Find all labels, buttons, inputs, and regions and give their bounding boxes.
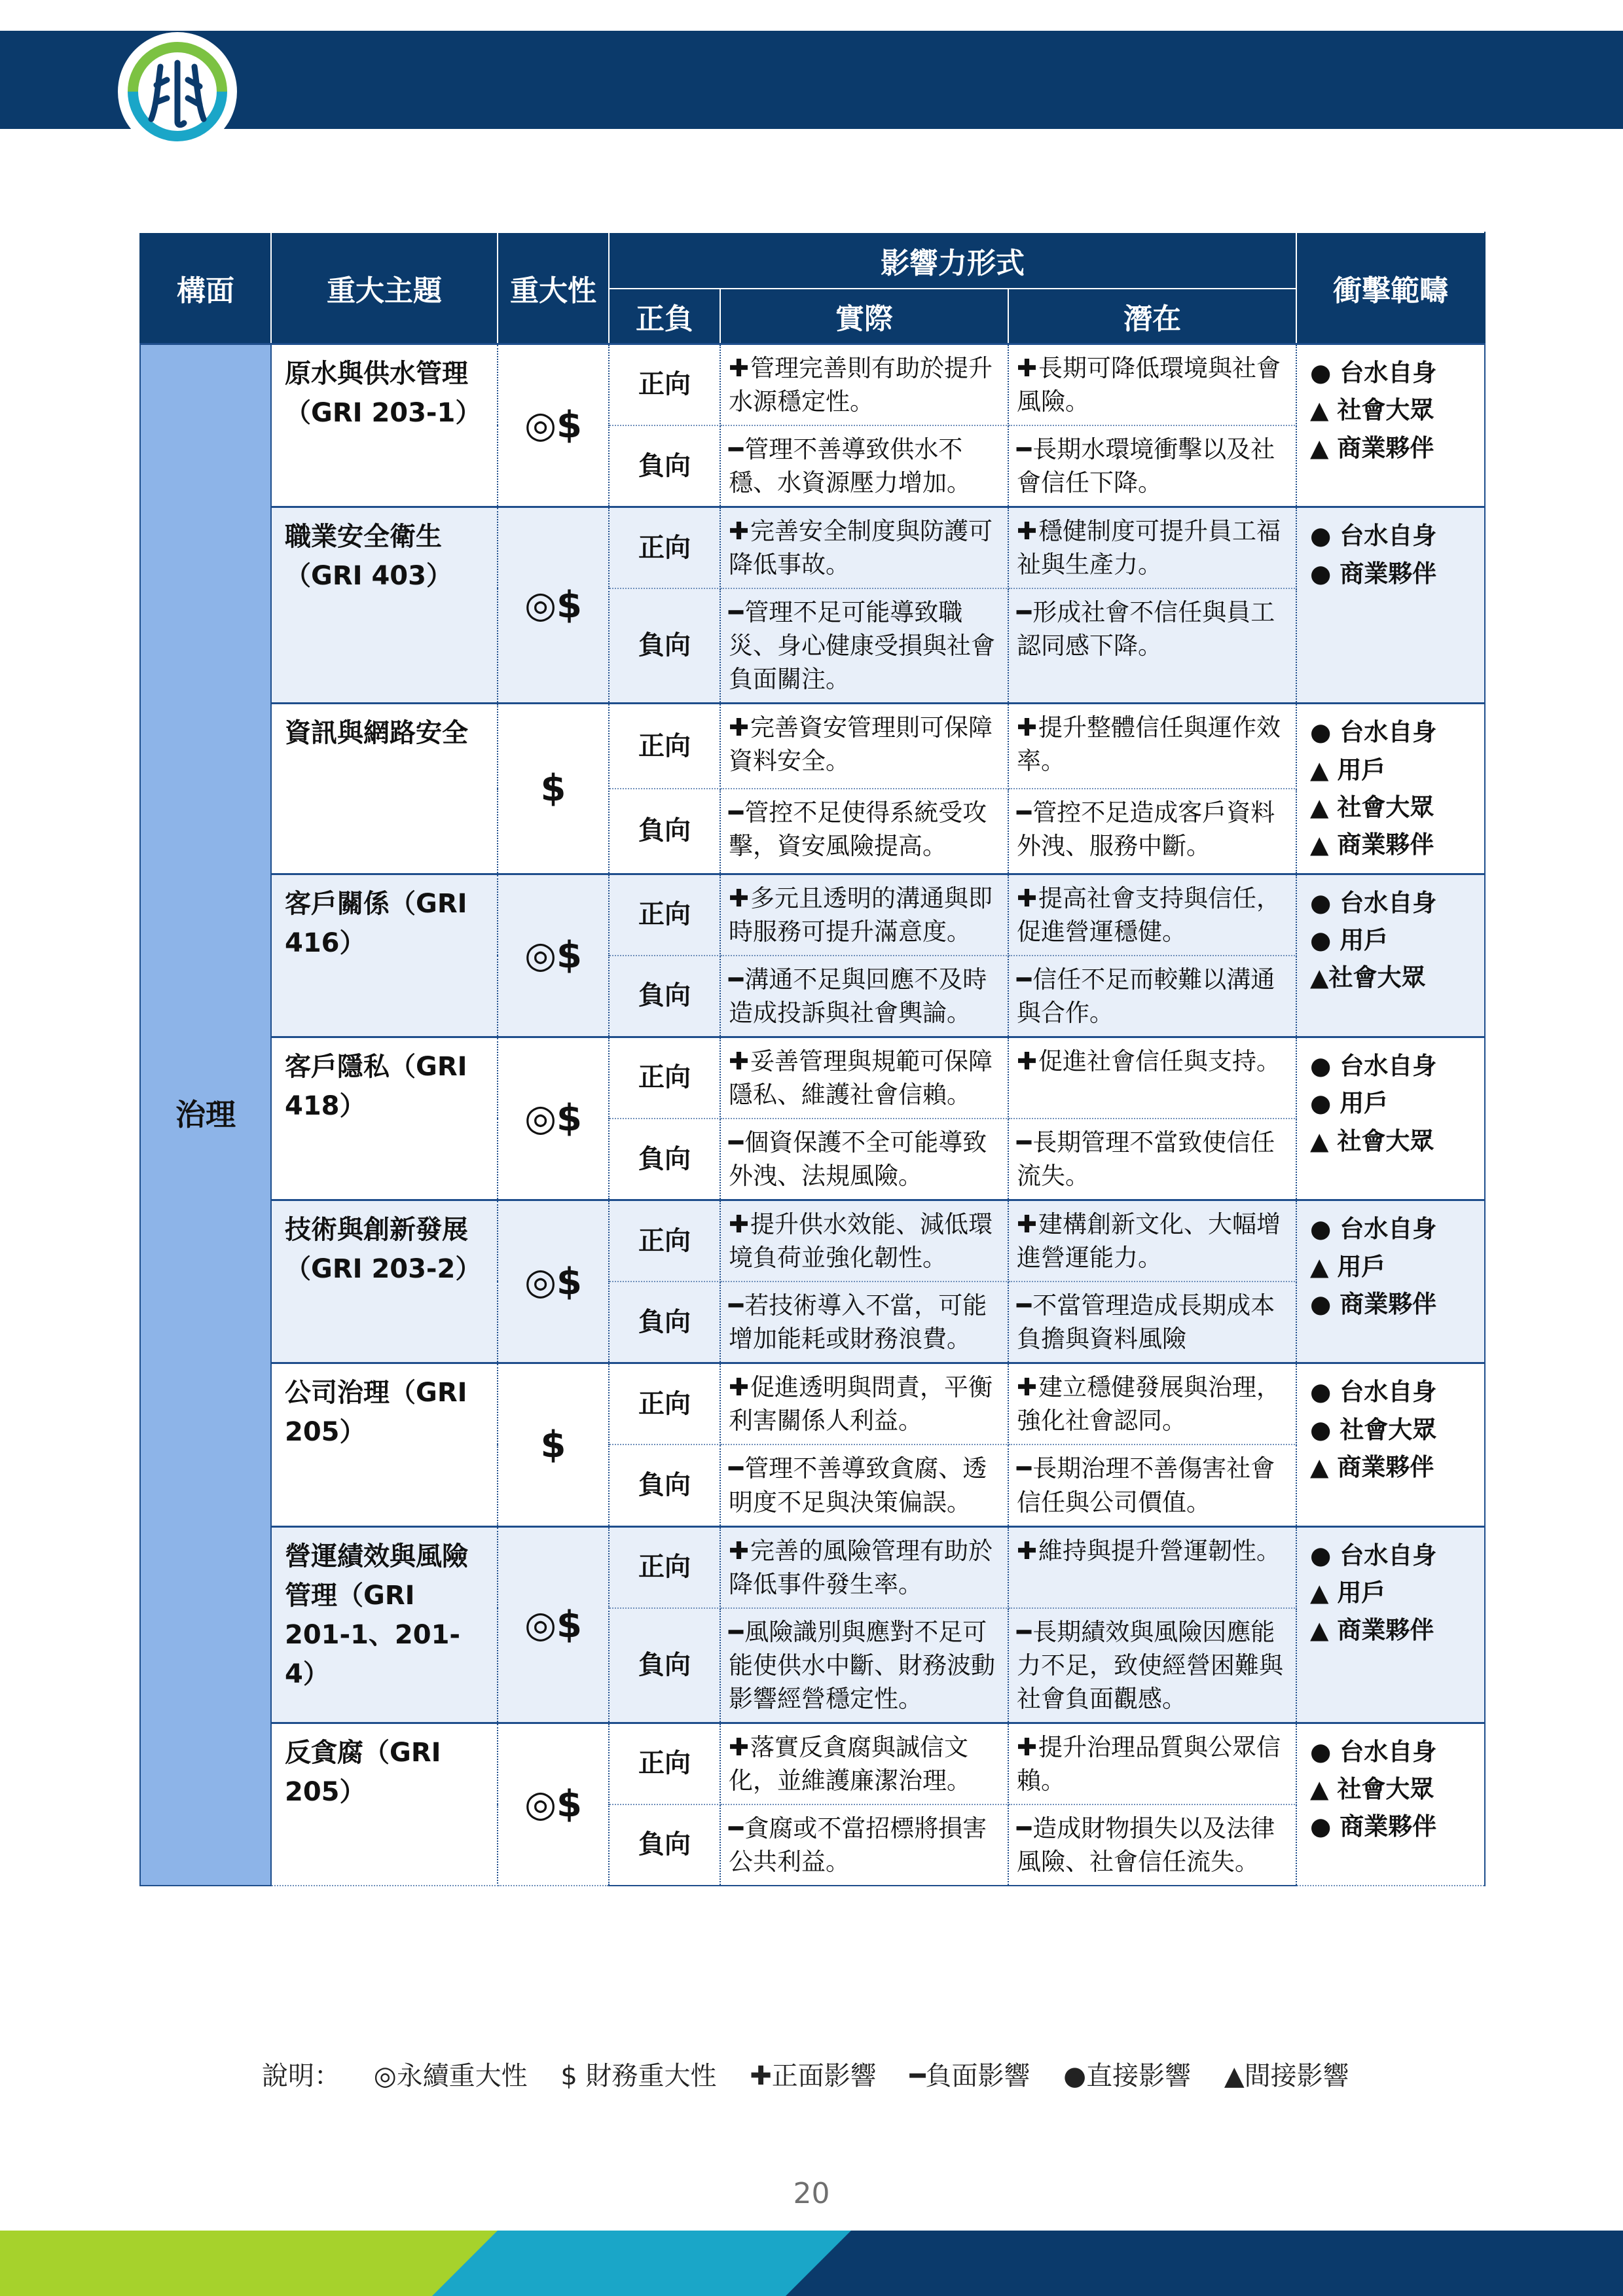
table-row xyxy=(140,874,1485,956)
materiality-cell: ◎$ xyxy=(498,1526,609,1723)
negative-actual-cell xyxy=(720,1804,1008,1886)
cell-text: 提升供水效能、減低環境負荷並強化韌性。 xyxy=(729,1210,993,1272)
header-bar xyxy=(0,31,1623,129)
cell-text: 提升整體信任與運作效率。 xyxy=(1017,713,1281,776)
plus-icon: ✚ xyxy=(729,1210,750,1239)
positive-potential-cell xyxy=(1008,1037,1296,1119)
positive-label: 正向 xyxy=(609,1037,720,1119)
header-impact-form: 影響力形式 xyxy=(609,232,1296,289)
scope-item: ● 台水自身 xyxy=(1310,1051,1437,1080)
negative-potential-cell xyxy=(1008,956,1296,1037)
minus-icon: ━ xyxy=(1017,965,1032,994)
plus-icon: ✚ xyxy=(1017,713,1038,742)
scope-cell xyxy=(1296,507,1485,704)
negative-label: 負向 xyxy=(609,588,720,704)
table-row xyxy=(140,507,1485,589)
company-logo-icon xyxy=(120,34,235,149)
scope-item: ● 用戶 xyxy=(1310,926,1389,955)
scope-cell xyxy=(1296,344,1485,507)
cell-text: 落實反貪腐與誠信文化，並維護廉潔治理。 xyxy=(729,1732,971,1795)
cell-text: 促進社會信任與支持。 xyxy=(1038,1047,1281,1075)
plus-icon: ✚ xyxy=(729,354,750,382)
positive-potential-cell xyxy=(1008,1200,1296,1282)
negative-actual-cell xyxy=(720,1282,1008,1363)
legend xyxy=(262,2055,1374,2092)
cell-text: 長期水環境衝擊以及社會信任下降。 xyxy=(1017,435,1275,497)
minus-icon: ━ xyxy=(729,435,744,464)
plus-icon: ✚ xyxy=(729,517,750,546)
scope-item: ● 台水自身 xyxy=(1310,1378,1437,1407)
plus-icon: ✚ xyxy=(1017,1373,1038,1402)
cell-text: 長期治理不善傷害社會信任與公司價值。 xyxy=(1017,1454,1275,1516)
cell-text: 多元且透明的溝通與即時服務可提升滿意度。 xyxy=(729,884,993,946)
header-potential: 潛在 xyxy=(1008,289,1296,344)
header-materiality: 重大性 xyxy=(498,232,609,344)
cell-text: 妥善管理與規範可保障隱私、維護社會信賴。 xyxy=(729,1047,993,1109)
scope-item: ● 台水自身 xyxy=(1310,359,1437,387)
negative-label: 負向 xyxy=(609,1282,720,1363)
legend-indirect: ▲間接影響 xyxy=(1224,2061,1349,2091)
legend-financial: $ 財務重大性 xyxy=(560,2061,717,2091)
minus-icon: ━ xyxy=(729,798,744,827)
minus-icon: ━ xyxy=(1017,598,1032,627)
scope-item: ● 台水自身 xyxy=(1310,1215,1437,1244)
table-row xyxy=(140,704,1485,789)
scope-cell xyxy=(1296,1200,1485,1363)
scope-item: ▲ 商業夥伴 xyxy=(1310,1453,1434,1482)
cell-text: 形成社會不信任與員工認同感下降。 xyxy=(1017,598,1275,660)
scope-item: ● 台水自身 xyxy=(1310,718,1437,747)
header-dimension: 構面 xyxy=(140,232,271,344)
plus-icon: ✚ xyxy=(729,713,750,742)
materiality-cell: ◎$ xyxy=(498,1200,609,1363)
negative-potential-cell xyxy=(1008,1282,1296,1363)
negative-label: 負向 xyxy=(609,956,720,1037)
legend-negative: ━負面影響 xyxy=(909,2061,1030,2091)
materiality-table-container xyxy=(139,232,1484,1886)
positive-potential-cell xyxy=(1008,1363,1296,1445)
positive-actual-cell xyxy=(720,507,1008,589)
minus-icon: ━ xyxy=(729,965,744,994)
positive-actual-cell xyxy=(720,344,1008,426)
positive-potential-cell xyxy=(1008,507,1296,589)
scope-item: ▲ 社會大眾 xyxy=(1310,1775,1434,1804)
scope-item: ● 台水自身 xyxy=(1310,1737,1437,1766)
plus-icon: ✚ xyxy=(1017,884,1038,912)
scope-item: ● 商業夥伴 xyxy=(1310,559,1437,588)
table-row xyxy=(140,1037,1485,1119)
cell-text: 長期管理不當致使信任流失。 xyxy=(1017,1128,1275,1191)
table-row xyxy=(140,1526,1485,1608)
positive-label: 正向 xyxy=(609,1363,720,1445)
negative-label: 負向 xyxy=(609,789,720,874)
header-scope: 衝擊範疇 xyxy=(1296,232,1485,344)
cell-text: 造成財物損失以及法律風險、社會信任流失。 xyxy=(1017,1814,1275,1876)
plus-icon: ✚ xyxy=(1017,517,1038,546)
scope-item: ● 用戶 xyxy=(1310,1089,1389,1118)
table-row xyxy=(140,1363,1485,1445)
positive-label: 正向 xyxy=(609,507,720,589)
materiality-table xyxy=(139,232,1486,1886)
legend-positive: ✚正面影響 xyxy=(750,2061,877,2091)
negative-label: 負向 xyxy=(609,425,720,507)
positive-label: 正向 xyxy=(609,1200,720,1282)
scope-item: ▲ 商業夥伴 xyxy=(1310,433,1434,462)
positive-potential-cell xyxy=(1008,874,1296,956)
plus-icon: ✚ xyxy=(1017,1210,1038,1239)
plus-icon: ✚ xyxy=(729,1536,750,1565)
cell-text: 風險識別與應對不足可能使供水中斷、財務波動影響經營穩定性。 xyxy=(729,1617,995,1713)
negative-potential-cell xyxy=(1008,1444,1296,1526)
scope-item: ▲社會大眾 xyxy=(1310,963,1426,992)
negative-actual-cell xyxy=(720,789,1008,874)
cell-text: 管控不足使得系統受攻擊，資安風險提高。 xyxy=(729,798,987,861)
cell-text: 完善的風險管理有助於降低事件發生率。 xyxy=(729,1536,993,1598)
topic-cell: 反貪腐（GRI 205） xyxy=(271,1723,498,1886)
minus-icon: ━ xyxy=(729,1128,744,1157)
cell-text: 溝通不足與回應不及時造成投訴與社會輿論。 xyxy=(729,965,987,1027)
negative-label: 負向 xyxy=(609,1804,720,1886)
minus-icon: ━ xyxy=(1017,1454,1032,1483)
cell-text: 長期可降低環境與社會風險。 xyxy=(1017,354,1281,416)
cell-text: 不當管理造成長期成本負擔與資料風險 xyxy=(1017,1291,1275,1354)
minus-icon: ━ xyxy=(729,598,744,627)
topic-cell: 職業安全衛生（GRI 403） xyxy=(271,507,498,704)
scope-item: ▲ 社會大眾 xyxy=(1310,793,1434,822)
plus-icon: ✚ xyxy=(729,1732,750,1761)
table-body xyxy=(140,344,1485,1886)
minus-icon: ━ xyxy=(729,1454,744,1483)
scope-item: ▲ 用戶 xyxy=(1310,1252,1386,1281)
minus-icon: ━ xyxy=(729,1814,744,1842)
cell-text: 促進透明與問責，平衡利害關係人利益。 xyxy=(729,1373,993,1435)
header-polarity: 正負 xyxy=(609,289,720,344)
cell-text: 若技術導入不當，可能增加能耗或財務浪費。 xyxy=(729,1291,987,1354)
header-topic: 重大主題 xyxy=(271,232,498,344)
cell-text: 管理不善導致供水不穩、水資源壓力增加。 xyxy=(729,435,971,497)
cell-text: 管控不足造成客戶資料外洩、服務中斷。 xyxy=(1017,798,1275,861)
cell-text: 提高社會支持與信任，促進營運穩健。 xyxy=(1017,884,1281,946)
cell-text: 貪腐或不當招標將損害公共利益。 xyxy=(729,1814,987,1876)
positive-actual-cell xyxy=(720,1526,1008,1608)
scope-item: ● 台水自身 xyxy=(1310,1541,1437,1570)
scope-item: ▲ 用戶 xyxy=(1310,1578,1386,1607)
topic-cell: 營運績效與風險管理（GRI 201-1、201-4） xyxy=(271,1526,498,1723)
plus-icon: ✚ xyxy=(1017,1047,1038,1075)
positive-potential-cell xyxy=(1008,344,1296,426)
scope-item: ▲ 商業夥伴 xyxy=(1310,831,1434,859)
cell-text: 管理不善導致貪腐、透明度不足與決策偏誤。 xyxy=(729,1454,987,1516)
plus-icon: ✚ xyxy=(1017,1536,1038,1565)
scope-item: ● 商業夥伴 xyxy=(1310,1289,1437,1318)
cell-text: 信任不足而較難以溝通與合作。 xyxy=(1017,965,1275,1027)
scope-cell xyxy=(1296,1526,1485,1723)
scope-item: ● 台水自身 xyxy=(1310,888,1437,917)
cell-text: 提升治理品質與公眾信賴。 xyxy=(1017,1732,1281,1795)
scope-item: ▲ 用戶 xyxy=(1310,755,1386,784)
cell-text: 完善安全制度與防護可降低事故。 xyxy=(729,517,993,579)
negative-potential-cell xyxy=(1008,789,1296,874)
negative-potential-cell xyxy=(1008,1804,1296,1886)
minus-icon: ━ xyxy=(1017,435,1032,464)
minus-icon: ━ xyxy=(1017,1814,1032,1842)
positive-potential-cell xyxy=(1008,1723,1296,1804)
topic-cell: 技術與創新發展（GRI 203-2） xyxy=(271,1200,498,1363)
plus-icon: ✚ xyxy=(729,1047,750,1075)
negative-potential-cell xyxy=(1008,588,1296,704)
positive-actual-cell xyxy=(720,1037,1008,1119)
positive-potential-cell xyxy=(1008,1526,1296,1608)
minus-icon: ━ xyxy=(1017,1617,1032,1646)
cell-text: 建立穩健發展與治理，強化社會認同。 xyxy=(1017,1373,1281,1435)
negative-potential-cell xyxy=(1008,425,1296,507)
positive-actual-cell xyxy=(720,1723,1008,1804)
plus-icon: ✚ xyxy=(729,1373,750,1402)
negative-label: 負向 xyxy=(609,1444,720,1526)
minus-icon: ━ xyxy=(1017,1128,1032,1157)
cell-text: 維持與提升營運韌性。 xyxy=(1038,1536,1281,1565)
scope-cell xyxy=(1296,874,1485,1037)
positive-label: 正向 xyxy=(609,344,720,426)
minus-icon: ━ xyxy=(729,1291,744,1320)
positive-label: 正向 xyxy=(609,1723,720,1804)
positive-label: 正向 xyxy=(609,1526,720,1608)
table-row xyxy=(140,1200,1485,1282)
materiality-cell: ◎$ xyxy=(498,874,609,1037)
negative-actual-cell xyxy=(720,1608,1008,1723)
header-actual: 實際 xyxy=(720,289,1008,344)
negative-actual-cell xyxy=(720,1444,1008,1526)
positive-actual-cell xyxy=(720,874,1008,956)
negative-potential-cell xyxy=(1008,1119,1296,1200)
positive-potential-cell xyxy=(1008,704,1296,789)
cell-text: 管理不足可能導致職災、身心健康受損與社會負面關注。 xyxy=(729,598,995,694)
materiality-cell: ◎$ xyxy=(498,507,609,704)
materiality-cell: $ xyxy=(498,704,609,874)
cell-text: 長期績效與風險因應能力不足，致使經營困難與社會負面觀感。 xyxy=(1017,1617,1283,1713)
negative-actual-cell xyxy=(720,1119,1008,1200)
materiality-cell: $ xyxy=(498,1363,609,1526)
scope-cell xyxy=(1296,1363,1485,1526)
scope-item: ▲ 社會大眾 xyxy=(1310,1126,1434,1155)
materiality-cell: ◎$ xyxy=(498,344,609,507)
plus-icon: ✚ xyxy=(1017,1732,1038,1761)
scope-item: ▲ 社會大眾 xyxy=(1310,396,1434,425)
negative-actual-cell xyxy=(720,956,1008,1037)
minus-icon: ━ xyxy=(1017,798,1032,827)
plus-icon: ✚ xyxy=(1017,354,1038,382)
page-number: 20 xyxy=(793,2177,830,2210)
table-row xyxy=(140,1723,1485,1804)
legend-prefix: 說明： xyxy=(262,2061,340,2091)
table-row xyxy=(140,344,1485,426)
positive-label: 正向 xyxy=(609,704,720,789)
negative-label: 負向 xyxy=(609,1119,720,1200)
cell-text: 管理完善則有助於提升水源穩定性。 xyxy=(729,354,993,416)
dimension-cell: 治理 xyxy=(140,344,271,1886)
cell-text: 個資保護不全可能導致外洩、法規風險。 xyxy=(729,1128,987,1191)
positive-actual-cell xyxy=(720,1363,1008,1445)
legend-sustainability: ◎永續重大性 xyxy=(373,2061,528,2091)
minus-icon: ━ xyxy=(1017,1291,1032,1320)
positive-actual-cell xyxy=(720,704,1008,789)
scope-item: ● 社會大眾 xyxy=(1310,1415,1437,1444)
negative-actual-cell xyxy=(720,588,1008,704)
negative-label: 負向 xyxy=(609,1608,720,1723)
topic-cell: 客戶隱私（GRI 418） xyxy=(271,1037,498,1200)
scope-item: ● 商業夥伴 xyxy=(1310,1812,1437,1841)
negative-potential-cell xyxy=(1008,1608,1296,1723)
minus-icon: ━ xyxy=(729,1617,744,1646)
materiality-cell: ◎$ xyxy=(498,1037,609,1200)
topic-cell: 原水與供水管理（GRI 203-1） xyxy=(271,344,498,507)
positive-label: 正向 xyxy=(609,874,720,956)
legend-direct: ●直接影響 xyxy=(1063,2061,1192,2091)
positive-actual-cell xyxy=(720,1200,1008,1282)
footer-band xyxy=(0,2231,1623,2296)
materiality-cell: ◎$ xyxy=(498,1723,609,1886)
cell-text: 穩健制度可提升員工福祉與生產力。 xyxy=(1017,517,1281,579)
scope-cell xyxy=(1296,1723,1485,1886)
scope-cell xyxy=(1296,704,1485,874)
topic-cell: 公司治理（GRI 205） xyxy=(271,1363,498,1526)
topic-cell: 資訊與網路安全 xyxy=(271,704,498,874)
scope-item: ● 台水自身 xyxy=(1310,522,1437,550)
scope-item: ▲ 商業夥伴 xyxy=(1310,1616,1434,1645)
scope-cell xyxy=(1296,1037,1485,1200)
negative-actual-cell xyxy=(720,425,1008,507)
plus-icon: ✚ xyxy=(729,884,750,912)
cell-text: 建構創新文化、大幅增進營運能力。 xyxy=(1017,1210,1281,1272)
cell-text: 完善資安管理則可保障資料安全。 xyxy=(729,713,993,776)
topic-cell: 客戶關係（GRI 416） xyxy=(271,874,498,1037)
